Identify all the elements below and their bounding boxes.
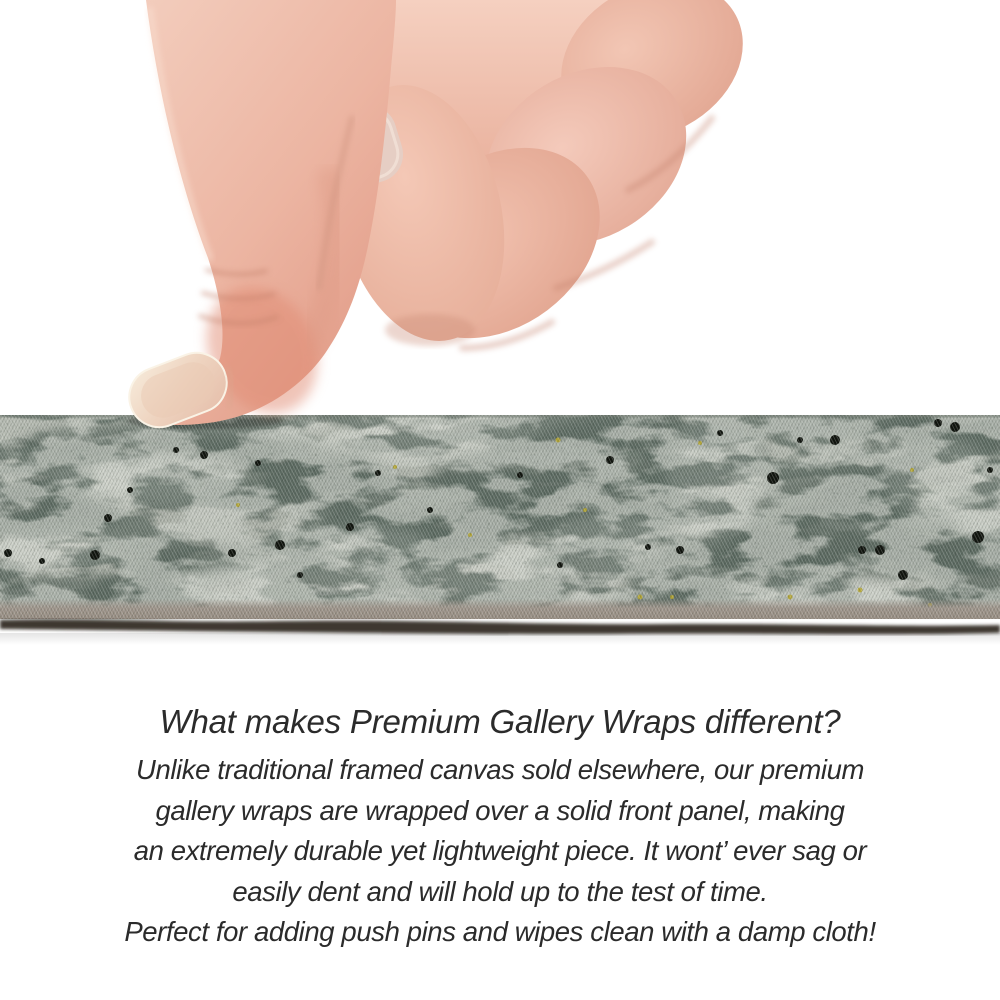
hand-photo [0,0,1000,435]
body-line-4: easily dent and will hold up to the test of time. [232,875,768,907]
body-line-3: an extremely durable yet lightweight piece. It wont’ ever sag or [133,835,867,866]
canvas-bottom-edge [0,620,1000,635]
below-edge-shadow [0,633,1000,645]
body-line-2: gallery wraps are wrapped over a solid front panel, making [155,794,845,826]
body-line-1: Unlike traditional framed canvas sold elsewhere, our premium [135,754,864,785]
canvas-wrap-edge-strip [0,415,1000,647]
canvas-texture [0,415,1000,647]
marketing-text-section [0,700,1000,953]
thumb [121,0,396,435]
section-heading: What makes Premium Gallery Wraps different? [159,703,841,740]
index-tip-shading [385,314,475,346]
body-line-5: Perfect for adding push pins and wipes clean with a damp cloth! [124,916,876,947]
canvas-fold-band [0,599,1000,619]
